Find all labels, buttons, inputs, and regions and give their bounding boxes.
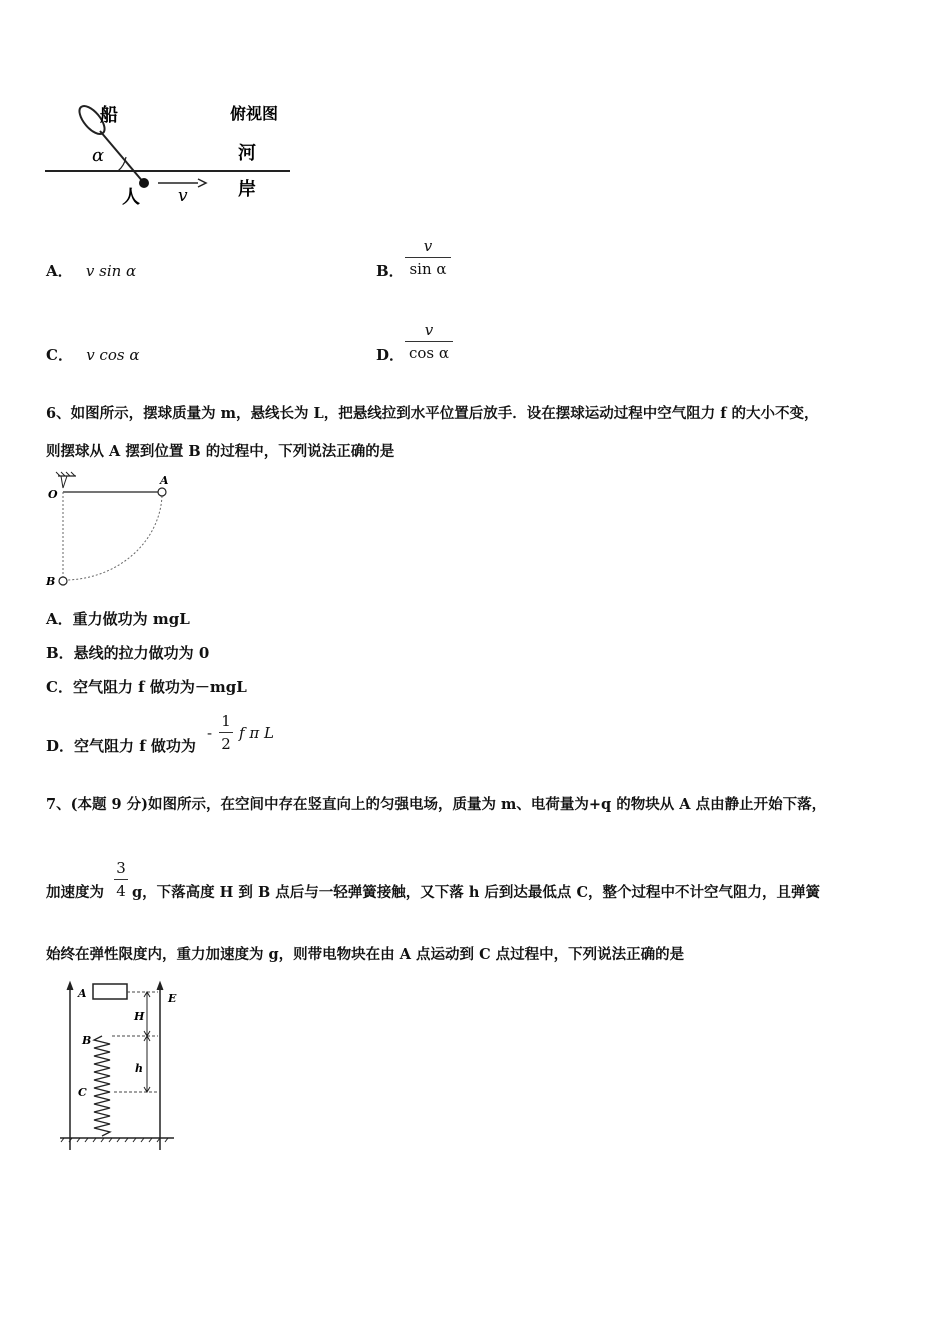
spring <box>94 1036 110 1136</box>
q6-option-d[interactable]: D．空气阻力 f 做功为 <box>46 737 196 755</box>
option-b-denominator: sin α <box>409 260 447 278</box>
q6-option-d-denominator: 2 <box>221 735 231 753</box>
q6-option-d-numerator: 1 <box>221 712 231 730</box>
q6-stem-line2: 则摆球从 A 摆到位置 B 的过程中，下列说法正确的是 <box>46 443 395 460</box>
q7-stem-line1: 7、(本题 9 分)如图所示，在空间中存在竖直向上的匀强电场，质量为 m、电荷量为+q 的物块从 A 点由静止开始下落， <box>46 796 827 813</box>
option-d-fraction <box>405 319 453 364</box>
option-a-expr: v sin α <box>85 262 137 280</box>
option-d-numerator: v <box>424 321 434 339</box>
q7-stem-line2-prefix: 加速度为 <box>46 884 104 901</box>
label-a: A <box>78 987 87 1000</box>
spring-field-figure <box>56 978 182 1156</box>
q7-fraction-numerator: 3 <box>116 859 126 877</box>
river-label: 河 <box>238 143 256 164</box>
label-o: O <box>48 488 58 501</box>
option-b-fraction <box>405 235 451 280</box>
q6-option-d-tail: f π L <box>239 724 274 742</box>
option-a-letter: A． <box>46 262 73 280</box>
option-d-letter: D． <box>376 346 405 364</box>
person-dot <box>139 178 149 188</box>
ball-a <box>158 488 166 496</box>
pendulum-figure <box>44 470 184 592</box>
option-d[interactable] <box>376 345 404 365</box>
option-b-numerator: v <box>423 237 433 255</box>
option-b[interactable] <box>376 261 404 281</box>
option-c[interactable] <box>46 345 139 365</box>
option-c-letter: C． <box>46 346 73 364</box>
q7-stem-line2-rest: g，下落高度 H 到 B 点后与一轻弹簧接触，又下落 h 后到达最低点 C，整个过程中不计空气阻力，且弹簧 <box>132 884 821 901</box>
option-a[interactable] <box>46 261 136 281</box>
boat-river-figure <box>40 95 300 215</box>
label-a: A <box>160 474 169 487</box>
q6-option-d-fraction <box>219 710 233 755</box>
label-h-small: h <box>135 1062 143 1075</box>
velocity-label: v <box>178 186 188 206</box>
q6-option-d-sign: - <box>207 724 213 742</box>
q7-acceleration-fraction <box>114 857 128 902</box>
label-b: B <box>82 1034 92 1047</box>
option-b-letter: B． <box>376 262 404 280</box>
block-a <box>93 984 127 999</box>
angle-label: α <box>92 145 105 166</box>
q7-fraction-denominator: 4 <box>116 882 126 900</box>
q7-stem-line3: 始终在弹性限度内，重力加速度为 g，则带电物块在由 A 点运动到 C 点过程中，下列说法正确的是 <box>46 946 685 963</box>
label-b: B <box>46 575 56 588</box>
label-c: C <box>78 1086 87 1099</box>
label-h-big: H <box>134 1010 145 1023</box>
label-e: E <box>168 992 177 1005</box>
bank-label: 岸 <box>238 179 256 200</box>
view-label: 俯视图 <box>230 104 279 123</box>
q6-option-a[interactable]: A．重力做功为 mgL <box>46 610 190 628</box>
boat-label: 船 <box>100 105 118 126</box>
q6-stem-line1: 6、如图所示，摆球质量为 m，悬线长为 L，把悬线拉到水平位置后放手．设在摆球运动过程中空气阻力 f 的大小不变， <box>46 405 819 422</box>
ball-b <box>59 577 67 585</box>
option-c-expr: v cos α <box>86 346 140 364</box>
q6-option-b[interactable]: B．悬线的拉力做功为 0 <box>46 644 210 662</box>
arc-path <box>66 496 162 580</box>
option-d-denominator: cos α <box>408 344 450 362</box>
q6-option-c[interactable]: C．空气阻力 f 做功为－mgL <box>46 678 247 696</box>
person-label: 人 <box>122 187 140 208</box>
